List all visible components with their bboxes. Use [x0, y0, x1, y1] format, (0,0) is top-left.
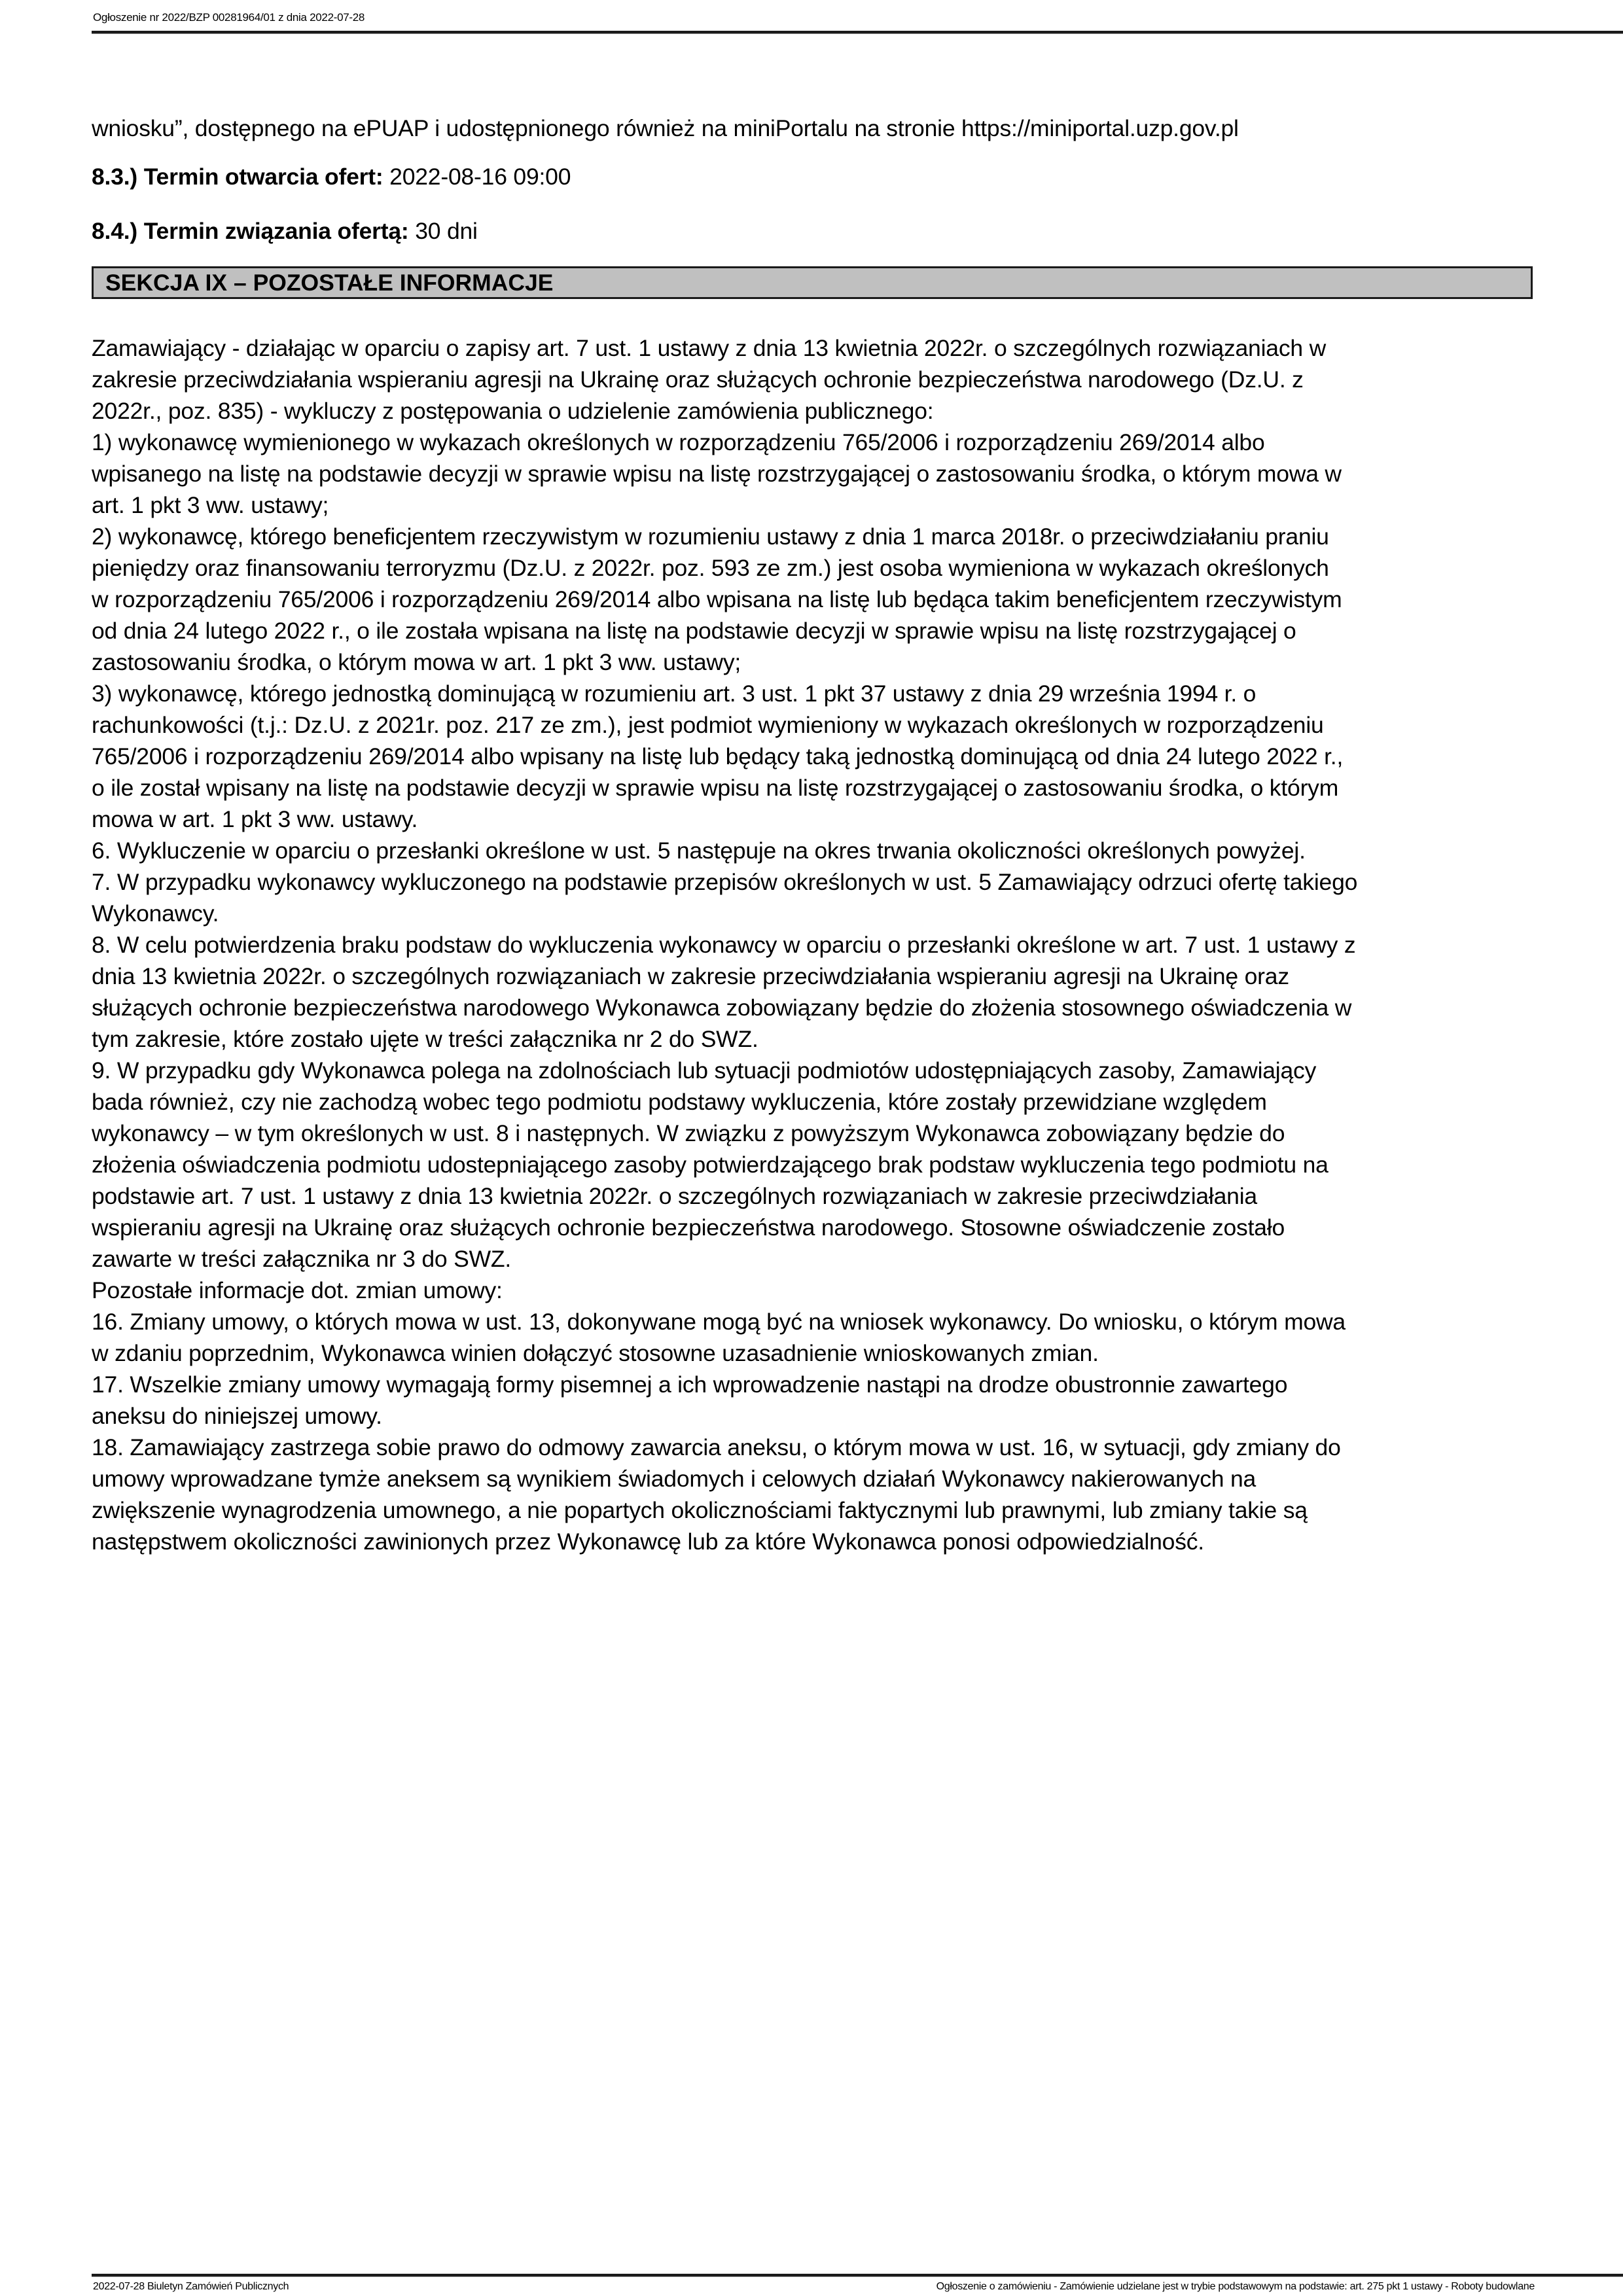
intro-line: wniosku”, dostępnego na ePUAP i udostępnionego również na miniPortalu na stronie https://miniportal.uzp.gov.pl — [92, 115, 1239, 141]
body-line: następstwem okoliczności zawinionych przez Wykonawcę lub za które Wykonawca ponosi odpowiedzialność. — [92, 1528, 1204, 1555]
body-line: art. 1 pkt 3 ww. ustawy; — [92, 492, 329, 518]
body-line: zastosowaniu środka, o którym mowa w art. 1 pkt 3 ww. ustawy; — [92, 649, 741, 675]
item-label: 8.4.) Termin związania ofertą: — [92, 218, 409, 244]
body-line: 3) wykonawcę, którego jednostką dominującą w rozumieniu art. 3 ust. 1 pkt 37 ustawy z dnia 29 września 1994 r. o — [92, 680, 1257, 707]
body-line: podstawie art. 7 ust. 1 ustawy z dnia 13 kwietnia 2022r. o szczególnych rozwiązaniach w zakresie przeciwdziałania — [92, 1183, 1257, 1209]
footer-divider — [92, 2274, 1623, 2277]
footer-right: Ogłoszenie o zamówieniu - Zamówienie udzielane jest w trybie podstawowym na podstawie: art. 275 pkt 1 ustawy - Roboty budowlane — [936, 2281, 1535, 2292]
body-line: złożenia oświadczenia podmiotu udostepniającego zasoby potwierdzającego brak podstaw wykluczenia tego podmiotu na — [92, 1152, 1329, 1178]
body-line: tym zakresie, które zostało ujęte w treści załącznika nr 2 do SWZ. — [92, 1026, 758, 1052]
item-offer-opening-date — [92, 164, 571, 190]
body-line: umowy wprowadzane tymże aneksem są wynikiem świadomych i celowych działań Wykonawcy nakierowanych na — [92, 1466, 1257, 1492]
footer-left: 2022-07-28 Biuletyn Zamówień Publicznych — [93, 2281, 289, 2292]
body-line: 18. Zamawiający zastrzega sobie prawo do odmowy zawarcia aneksu, o którym mowa w ust. 16, w sytuacji, gdy zmiany do — [92, 1434, 1341, 1460]
body-line: 8. W celu potwierdzenia braku podstaw do wykluczenia wykonawcy w oparciu o przesłanki określone w art. 7 ust. 1 ustawy z — [92, 932, 1356, 958]
section-body — [92, 332, 1538, 1557]
item-offer-binding-period — [92, 218, 478, 245]
body-line: 6. Wykluczenie w oparciu o przesłanki określone w ust. 5 następuje na okres trwania okoliczności określonych powyżej. — [92, 838, 1306, 864]
body-line: zawarte w treści załącznika nr 3 do SWZ. — [92, 1246, 512, 1272]
body-line: 17. Wszelkie zmiany umowy wymagają formy pisemnej a ich wprowadzenie nastąpi na drodze obustronnie zawartego — [92, 1371, 1288, 1398]
body-line: w rozporządzeniu 765/2006 i rozporządzeniu 269/2014 albo wpisana na listę lub będąca takim beneficjentem rzeczywistym — [92, 586, 1342, 612]
body-line: Zamawiający - działając w oparciu o zapisy art. 7 ust. 1 ustawy z dnia 13 kwietnia 2022r. o szczególnych rozwiązaniach w — [92, 335, 1327, 361]
body-line: wpisanego na listę na podstawie decyzji w sprawie wpisu na listę rozstrzygającej o zastosowaniu środka, o którym mowa w — [92, 461, 1342, 487]
section-header — [92, 266, 1533, 299]
body-line: od dnia 24 lutego 2022 r., o ile została wpisana na listę na podstawie decyzji w sprawie wpisu na listę rozstrzygającej o — [92, 618, 1296, 644]
body-line: mowa w art. 1 pkt 3 ww. ustawy. — [92, 806, 418, 832]
body-line: 2022r., poz. 835) - wykluczy z postępowania o udzielenie zamówienia publicznego: — [92, 398, 934, 424]
item-label: 8.3.) Termin otwarcia ofert: — [92, 164, 383, 190]
item-value: 30 dni — [408, 218, 478, 244]
body-line: 765/2006 i rozporządzeniu 269/2014 albo wpisany na listę lub będący taką jednostką dominującą od dnia 24 lutego 2022 r., — [92, 743, 1344, 769]
body-line: zwiększenie wynagrodzenia umownego, a nie popartych okolicznościami faktycznymi lub prawnymi, lub zmiany takie są — [92, 1497, 1308, 1523]
body-line: wykonawcy – w tym określonych w ust. 8 i następnych. W związku z powyższym Wykonawca zobowiązany będzie do — [92, 1120, 1285, 1146]
body-line: zakresie przeciwdziałania wspieraniu agresji na Ukrainę oraz służących ochronie bezpieczeństwa narodowego (Dz.U. z — [92, 366, 1304, 393]
page-header-title: Ogłoszenie nr 2022/BZP 00281964/01 z dnia 2022-07-28 — [93, 11, 365, 24]
body-line: w zdaniu poprzednim, Wykonawca winien dołączyć stosowne uzasadnienie wnioskowanych zmian. — [92, 1340, 1099, 1366]
body-line: 1) wykonawcę wymienionego w wykazach określonych w rozporządzeniu 765/2006 i rozporządzeniu 269/2014 albo — [92, 429, 1265, 455]
body-line: 16. Zmiany umowy, o których mowa w ust. 13, dokonywane mogą być na wniosek wykonawcy. Do wniosku, o którym mowa — [92, 1309, 1346, 1335]
body-line: 2) wykonawcę, którego beneficjentem rzeczywistym w rozumieniu ustawy z dnia 1 marca 2018r. o przeciwdziałaniu praniu — [92, 523, 1329, 550]
section-title: SEKCJA IX – POZOSTAŁE INFORMACJE — [105, 270, 554, 296]
body-line: 7. W przypadku wykonawcy wykluczonego na podstawie przepisów określonych w ust. 5 Zamawiający odrzuci ofertę takiego — [92, 869, 1358, 895]
body-line: Wykonawcy. — [92, 900, 219, 927]
body-line: 9. W przypadku gdy Wykonawca polega na zdolnościach lub sytuacji podmiotów udostępniających zasoby, Zamawiający — [92, 1057, 1317, 1084]
body-line: o ile został wpisany na listę na podstawie decyzji w sprawie wpisu na listę rozstrzygającej o zastosowaniu środka, o którym — [92, 775, 1339, 801]
body-line: pieniędzy oraz finansowaniu terroryzmu (Dz.U. z 2022r. poz. 593 ze zm.) jest osoba wymieniona w wykazach określonych — [92, 555, 1329, 581]
body-line: Pozostałe informacje dot. zmian umowy: — [92, 1277, 503, 1303]
item-value: 2022-08-16 09:00 — [383, 164, 571, 190]
body-line: dnia 13 kwietnia 2022r. o szczególnych rozwiązaniach w zakresie przeciwdziałania wspieraniu agresji na Ukrainę oraz — [92, 963, 1289, 989]
header-divider — [92, 31, 1623, 34]
body-line: służących ochronie bezpieczeństwa narodowego Wykonawca zobowiązany będzie do złożenia stosownego oświadczenia w — [92, 995, 1352, 1021]
body-line: bada również, czy nie zachodzą wobec tego podmiotu podstawy wykluczenia, które zostały przewidziane względem — [92, 1089, 1267, 1115]
body-line: wspieraniu agresji na Ukrainę oraz służących ochronie bezpieczeństwa narodowego. Stosowne oświadczenie zostało — [92, 1214, 1285, 1241]
body-line: rachunkowości (t.j.: Dz.U. z 2021r. poz. 217 ze zm.), jest podmiot wymieniony w wykazach określonych w rozporządzeniu — [92, 712, 1324, 738]
body-line: aneksu do niniejszej umowy. — [92, 1403, 382, 1429]
